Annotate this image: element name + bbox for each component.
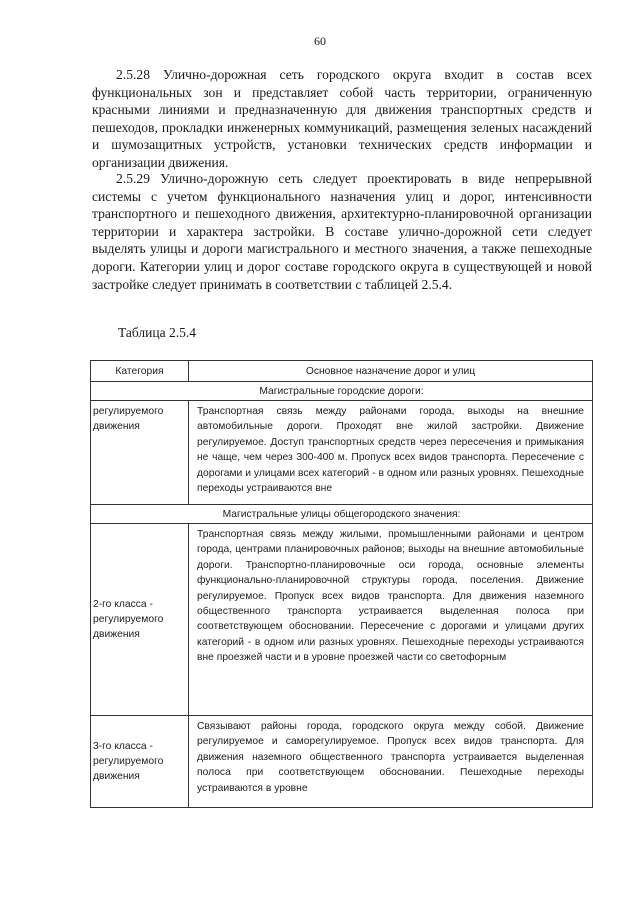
header-category: Категория [91,361,189,382]
category-cell: 2-го класса - регулируемого движения [91,524,189,716]
table-row [91,524,593,716]
road-categories-table [90,360,593,808]
section-title: Магистральные улицы общегородского значения: [91,505,593,524]
purpose-text: Транспортная связь между жилыми, промышленными районами и центром города, центрами планировочных районов; выходы на внешние автомобильные дороги. Транспортно-планировочные оси города, основные элементы функционально-планировочной структуры города, поселения. Движение регулируемое. Пропуск всех видов транспорта. Для движения наземного общественного транспорта устраивается выделенная полоса при соответствующем обосновании. Пересечение с дорогами и улицами других категорий - в одном или разных уровнях. Пешеходные переходы устраиваются вне проезжей части и в уровне проезжей части со светофорным [197,529,584,664]
purpose-cell [189,716,593,808]
paragraph-2-5-29: 2.5.29 Улично-дорожную сеть следует проектировать в виде непрерывной системы с учетом функционального назначения улиц и дорог, интенсивности транспортного и пешеходного движения, архитектурно-планировочной организации территории и характера застройки. В составе улично-дорожной сети следует выделять улицы и дороги магистрального и местного значения, а также пешеходные дороги. Категории улиц и дорог составе городского округа в существующей и новой застройке следует принимать в соответствии с таблицей 2.5.4. [92,171,592,292]
section-row [91,382,593,401]
table-row [91,401,593,505]
purpose-cell [189,524,593,716]
section-row [91,505,593,524]
page-number: 60 [314,34,326,48]
table-caption: Таблица 2.5.4 [118,325,196,340]
header-purpose: Основное назначение дорог и улиц [189,361,593,382]
table-header-row [91,361,593,382]
paragraph-2-5-28: 2.5.28 Улично-дорожная сеть городского округа входит в состав всех функциональных зон и представляет собой часть территории, ограниченную красными линиями и предназначенную для движения транспортных средств и пешеходов, прокладки инженерных коммуникаций, размещения зеленых насаждений и шумозащитных устройств, установки технических средств информации и организации движения. [92,67,592,170]
section-title: Магистральные городские дороги: [91,382,593,401]
purpose-text: Транспортная связь между районами города, выходы на внешние автомобильные дороги. Проходят вне жилой застройки. Движение регулируемое. Доступ транспортных средств через пересечения и примыкания не чаще, чем через 300-400 м. Пропуск всех видов транспорта. Пересечение с дорогами и улицами всех категорий - в одном или разных уровнях. Пешеходные переходы устраиваются вне [197,406,584,495]
table-row [91,716,593,808]
category-cell: регулируемого движения [91,401,189,505]
category-cell: 3-го класса - регулируемого движения [91,716,189,808]
purpose-text: Связывают районы города, городского округа между собой. Движение регулируемое и саморегулируемое. Пропуск всех видов транспорта. Для движения наземного общественного транспорта устраивается выделенная полоса при соответствующем обосновании. Пешеходные переходы устраиваются в уровне [197,721,584,794]
purpose-cell [189,401,593,505]
